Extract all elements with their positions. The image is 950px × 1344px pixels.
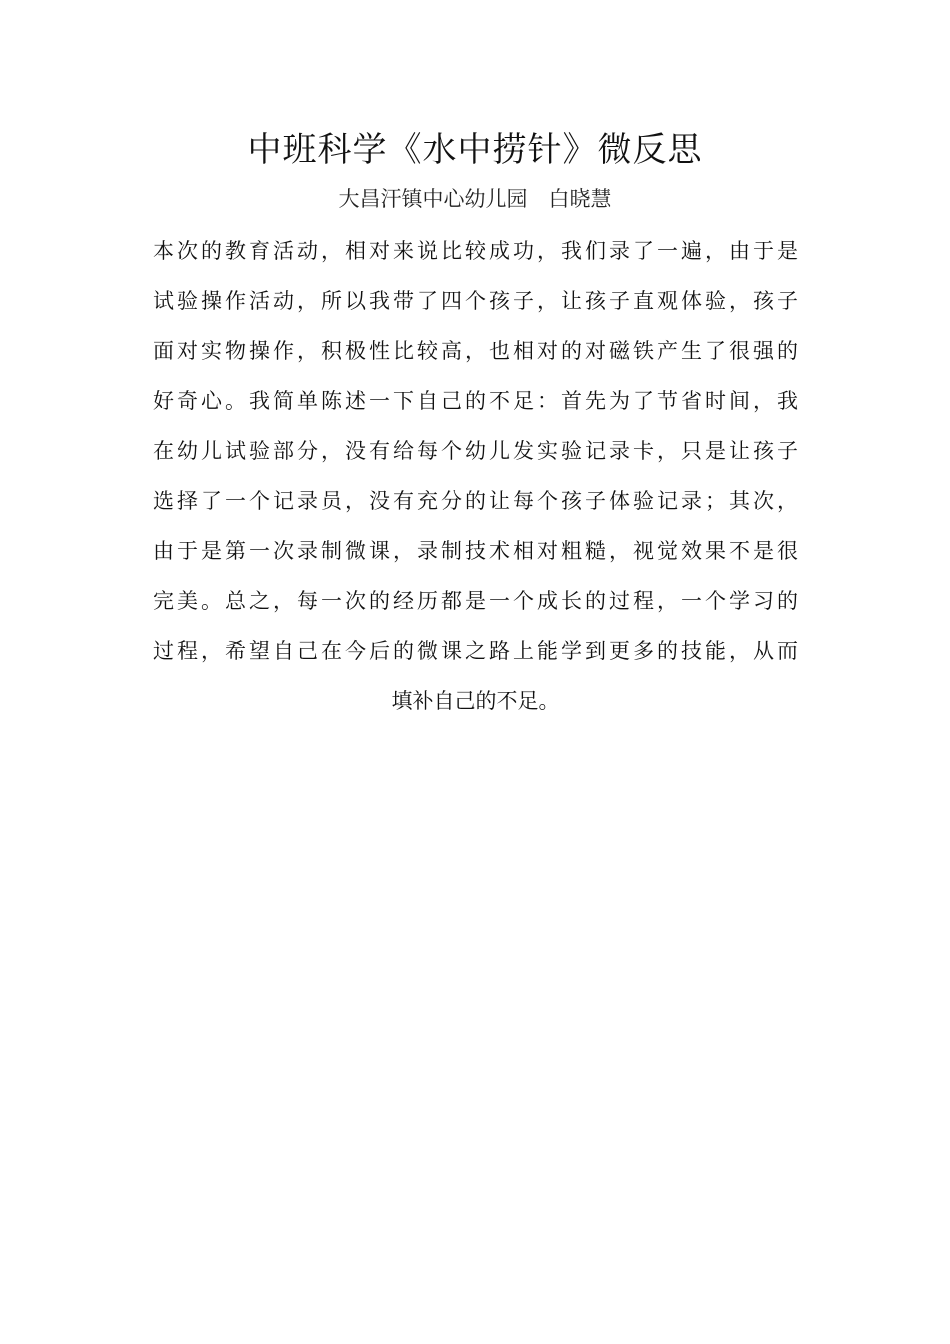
paragraph-line: 过程，希望自己在今后的微课之路上能学到更多的技能，从而 <box>153 639 798 663</box>
paragraph-line: 选择了一个记录员，没有充分的让每个孩子体验记录；其次， <box>153 489 798 513</box>
paragraph-line: 试验操作活动，所以我带了四个孩子，让孩子直观体验，孩子 <box>153 289 798 313</box>
paragraph-line: 好奇心。我简单陈述一下自己的不足：首先为了节省时间，我 <box>153 389 798 413</box>
paragraph-line: 完美。总之，每一次的经历都是一个成长的过程，一个学习的 <box>153 589 798 613</box>
paragraph-line: 由于是第一次录制微课，录制技术相对粗糙，视觉效果不是很 <box>153 539 798 563</box>
paragraph-line: 在幼儿试验部分，没有给每个幼儿发实验记录卡，只是让孩子 <box>153 439 798 463</box>
paragraph-line: 面对实物操作，积极性比较高，也相对的对磁铁产生了很强的 <box>153 339 798 363</box>
paragraph-line: 填补自己的不足。 <box>391 689 560 713</box>
body-text <box>153 226 798 726</box>
document-title: 中班科学《水中捞针》微反思 <box>247 130 703 170</box>
author-byline: 大昌汗镇中心幼儿园 白晓慧 <box>338 187 612 211</box>
paragraph-line: 本次的教育活动，相对来说比较成功，我们录了一遍，由于是 <box>153 239 798 263</box>
